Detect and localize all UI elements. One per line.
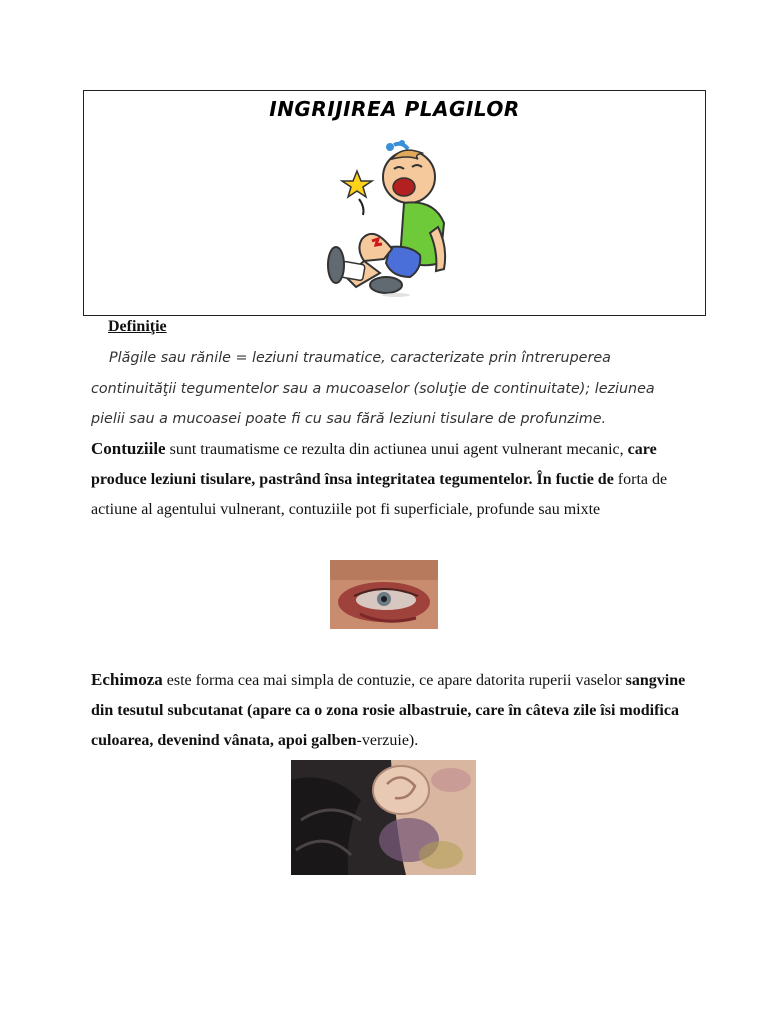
- contuzii-text-2: forta de actiune al agentului vulnerant, contuziile pot fi superficiale, profunde sau mixte: [91, 471, 668, 518]
- title-box: [83, 90, 706, 316]
- crying-child-illustration: [314, 137, 474, 297]
- echimoza-text-2: -verzuie).: [356, 732, 419, 749]
- echimoza-text-1: este forma cea mai simpla de contuzie, ce apare datorita ruperii vaselor: [162, 672, 626, 689]
- document-title: INGRIJIREA PLAGILOR: [269, 97, 520, 121]
- contuzii-term: Contuziile: [91, 439, 166, 458]
- contuzii-text-bold: care produce leziuni tisulare, pastrând însa integritatea tegumentelor. În fuctie de: [91, 441, 657, 488]
- definition-paragraph: Plăgile sau rănile = leziuni traumatice, caracterizate prin întreruperea continuităţii tegumentelor sau a mucoaselor (soluţie de continuitate); leziunea pielii sau a mucoasei poate fi cu sau fără leziuni tisulare de profunzime.: [91, 350, 655, 427]
- echimoza-paragraph: [91, 665, 691, 756]
- contuzii-paragraph: [91, 434, 691, 525]
- bruised-eye-photo: [330, 560, 438, 629]
- definition-heading: Definiţie: [108, 318, 167, 335]
- echimoza-term: Echimoza: [91, 670, 163, 689]
- contuzii-text-1: sunt traumatisme ce rezulta din actiunea unui agent vulnerant mecanic,: [165, 441, 628, 458]
- echimoza-text-bold: sangvine din tesutul subcutanat (apare ca o zona rosie albastruie, care în câteva zile îsi modifica culoarea, devenind vânata, apoi galben: [91, 672, 686, 749]
- bruised-ear-photo: [291, 760, 476, 875]
